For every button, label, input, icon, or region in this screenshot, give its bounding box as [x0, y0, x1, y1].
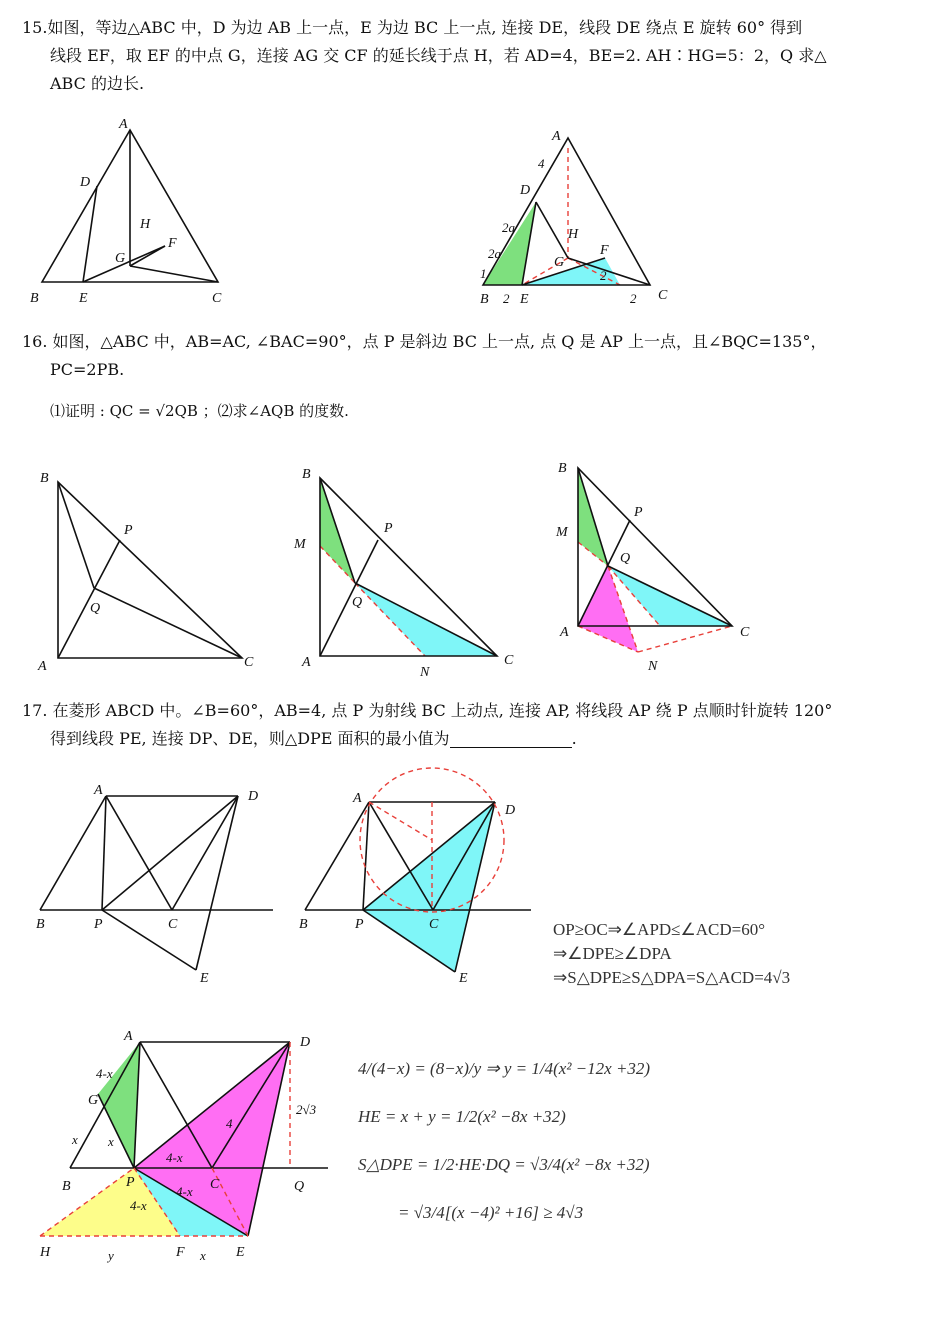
- fig17-3-num-4-x-yellow: 4-x: [130, 1198, 147, 1213]
- fig15-1-label-C: C: [212, 291, 222, 306]
- fig17-3-label-A: A: [124, 1029, 133, 1044]
- fig17-3-label-P: P: [126, 1175, 135, 1190]
- p15-line2: 线段 EF，取 EF 的中点 G，连接 AG 交 CF 的延长线于点 H，若 AD=4，BE=2. AH∶HG=5：2，Q 求△: [50, 46, 827, 65]
- p17-line2-text: 得到线段 PE, 连接 DP、DE，则△DPE 面积的最小值为: [50, 729, 450, 748]
- fig16-2-label-C: C: [504, 653, 514, 668]
- fig17-3-label-G: G: [88, 1093, 99, 1108]
- figure-17-2: [295, 780, 545, 990]
- figure-16-1: [30, 470, 270, 675]
- note-2: [358, 1045, 650, 1237]
- fig16-3-label-A: A: [560, 625, 569, 640]
- fig17-1-label-D: D: [248, 789, 259, 804]
- fig15-1-label-A: A: [119, 117, 128, 132]
- fig17-3-label-F: F: [176, 1245, 185, 1260]
- fig15-2-num-2-inner: 2: [600, 268, 607, 283]
- fig17-2-label-A: A: [353, 791, 362, 806]
- note-2-line-4: = √3/4[(x −4)² +16] ≥ 4√3: [398, 1203, 584, 1222]
- fig17-1-label-E: E: [200, 971, 209, 986]
- fig17-1-label-P: P: [94, 917, 103, 932]
- fig16-2-label-B: B: [302, 467, 311, 482]
- p17-line1: 17. 在菱形 ABCD 中。∠B=60°，AB=4, 点 P 为射线 BC 上动点, 连接 AP, 将线段 AP 绕 P 点顺时针旋转 120°: [22, 701, 833, 720]
- figure-15-1: [0, 110, 260, 310]
- note-1-line-1: OP≥OC⇒∠APD≤∠ACD=60°: [553, 920, 766, 939]
- fig15-2-num-1: 1: [480, 266, 487, 281]
- fig16-3-label-P: P: [634, 505, 643, 520]
- fig16-1-label-C: C: [244, 655, 254, 670]
- fig15-2-num-2-be: 2: [503, 291, 510, 306]
- fig16-2-label-A: A: [302, 655, 311, 670]
- p17-line2: [22, 725, 912, 753]
- fig17-2-label-D: D: [505, 803, 516, 818]
- fig16-3-label-C: C: [740, 625, 750, 640]
- fig17-1-label-C: C: [168, 917, 178, 932]
- fig16-1-label-P: P: [124, 523, 133, 538]
- note-2-line-3: S△DPE = 1/2·HE·DQ = √3/4(x² −8x +32): [358, 1155, 650, 1174]
- fig15-2-num-4: 4: [538, 156, 545, 171]
- fig17-3-num-4: 4: [226, 1116, 233, 1131]
- p16-line1: 16. 如图，△ABC 中，AB=AC, ∠BAC=90°，点 P 是斜边 BC 上一点, 点 Q 是 AP 上一点，且∠BQC=135°，: [22, 332, 827, 351]
- fig16-3-label-B: B: [558, 461, 567, 476]
- fig16-3-label-M: M: [556, 525, 568, 540]
- fig17-3-num-4-x-cyan: 4-x: [176, 1184, 193, 1199]
- fig17-3-label-D: D: [300, 1035, 311, 1050]
- fig17-3-num-4-x-top: 4-x: [96, 1066, 113, 1081]
- fig16-3-label-N: N: [648, 659, 658, 674]
- problem-15: [22, 14, 912, 98]
- figure-15-2: [470, 120, 700, 315]
- fig17-3-num-y: y: [108, 1248, 114, 1263]
- note-2-line-2: HE = x + y = 1/2(x² −8x +32): [358, 1107, 566, 1126]
- fig15-1-label-F: F: [168, 236, 177, 251]
- fig17-2-label-E: E: [459, 971, 468, 986]
- figure-16-3: [550, 460, 765, 675]
- figure-17-1: [30, 780, 290, 990]
- fig16-1-label-A: A: [38, 659, 47, 674]
- fig17-3-num-2root3: 2√3: [296, 1102, 317, 1117]
- fig17-3-label-C: C: [210, 1177, 220, 1192]
- fig15-2-label-D: D: [520, 183, 531, 198]
- note-1: [553, 918, 790, 990]
- fig15-2-num-2a-1: 2a: [502, 220, 515, 235]
- p16-subquestions: ⑴证明 : QC = √2QB ；⑵求∠AQB 的度数.: [50, 402, 349, 420]
- fig15-2-label-C: C: [658, 288, 668, 303]
- fig16-2-label-P: P: [384, 521, 393, 536]
- fig15-2-num-2-ec: 2: [630, 291, 637, 306]
- fig17-1-label-A: A: [94, 783, 103, 798]
- fig15-2-label-E: E: [520, 292, 529, 307]
- fig15-2-label-H: H: [568, 227, 579, 242]
- problem-17: [22, 697, 912, 753]
- fig16-1-label-Q: Q: [90, 601, 101, 616]
- fig15-2-num-2a-2: 2a: [488, 246, 501, 261]
- fig17-3-label-E: E: [236, 1245, 245, 1260]
- fig15-1-label-B: B: [30, 291, 39, 306]
- fig15-2-label-G: G: [554, 255, 565, 270]
- note-1-line-3: ⇒S△DPE≥S△DPA=S△ACD=4√3: [553, 968, 791, 987]
- answer-blank[interactable]: [450, 729, 572, 748]
- p15-line1: 15.如图，等边△ABC 中，D 为边 AB 上一点，E 为边 BC 上一点, 连接 DE，线段 DE 绕点 E 旋转 60° 得到: [22, 18, 803, 37]
- fig17-3-label-Q: Q: [294, 1179, 305, 1194]
- fig15-1-label-G: G: [115, 251, 126, 266]
- fig17-2-label-C: C: [429, 917, 439, 932]
- fig16-3-label-Q: Q: [620, 551, 631, 566]
- fig15-2-label-F: F: [600, 243, 609, 258]
- fig17-3-label-H: H: [40, 1245, 51, 1260]
- fig15-1-label-E: E: [79, 291, 88, 306]
- fig16-2-label-M: M: [294, 537, 306, 552]
- fig17-3-num-4-x-pc: 4-x: [166, 1150, 183, 1165]
- figure-16-2: [290, 462, 525, 680]
- p15-line3: ABC 的边长.: [50, 74, 145, 93]
- p16-line2: PC=2PB.: [50, 360, 125, 379]
- problem-16: [22, 328, 912, 384]
- note-1-line-2: ⇒∠DPE≥∠DPA: [553, 944, 672, 963]
- fig17-3-num-x-fe: x: [200, 1248, 206, 1263]
- fig17-3-num-x-inner: x: [108, 1134, 114, 1149]
- fig17-1-label-B: B: [36, 917, 45, 932]
- fig17-2-label-B: B: [299, 917, 308, 932]
- fig15-1-label-H: H: [140, 217, 151, 232]
- fig15-1-label-D: D: [80, 175, 91, 190]
- fig16-2-label-Q: Q: [352, 595, 363, 610]
- fig15-2-label-B: B: [480, 292, 489, 307]
- fig16-1-label-B: B: [40, 471, 49, 486]
- p17-line2-end: .: [571, 729, 577, 748]
- fig15-2-label-A: A: [552, 129, 561, 144]
- fig17-2-label-P: P: [355, 917, 364, 932]
- fig17-3-label-B: B: [62, 1179, 71, 1194]
- fig16-2-label-N: N: [420, 665, 430, 680]
- fig17-3-num-x-left: x: [72, 1132, 78, 1147]
- figure-17-3: [30, 1020, 350, 1270]
- note-2-line-1: 4/(4−x) = (8−x)/y ⇒ y = 1/4(x² −12x +32): [358, 1059, 651, 1078]
